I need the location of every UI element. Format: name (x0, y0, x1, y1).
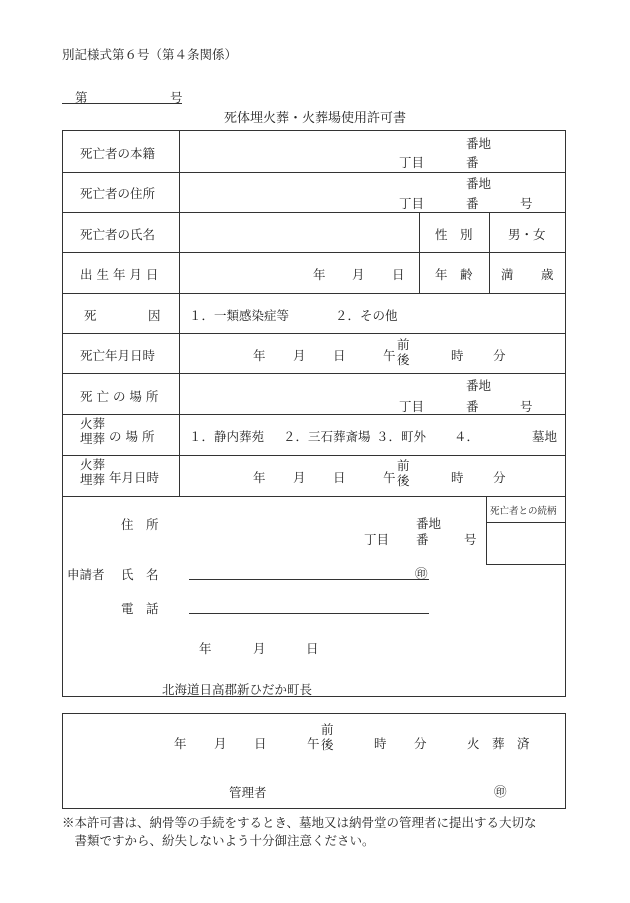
applicant-label: 申請者 (67, 567, 105, 582)
cremation-ato: 後 (321, 737, 334, 752)
issuer-name: 北海道日高郡新ひだか町長 (162, 682, 313, 697)
burial-min: 分 (493, 470, 506, 485)
burial-option-2: ２．三石葬斎場 (283, 429, 371, 444)
issue-year: 年 (199, 641, 212, 656)
burial-bochi: 墓地 (532, 429, 558, 444)
death-month: 月 (293, 348, 306, 363)
applicant-go: 号 (464, 532, 477, 547)
death-place-label: 死 亡 の 場 所 (80, 389, 159, 404)
cremation-go: 午 (307, 736, 320, 751)
burial-dt-kind (80, 457, 105, 487)
sex-value: 男・女 (508, 227, 546, 242)
honseki-banchi: 番地 (466, 136, 492, 151)
applicant-name-label: 氏 名 (121, 567, 159, 582)
burial-ato: 後 (397, 473, 410, 488)
issue-day: 日 (306, 641, 319, 656)
form-reference: 別記様式第６号（第４条関係） (62, 47, 238, 62)
burial-option-4: ４． (454, 429, 480, 444)
age-sai: 歳 (541, 267, 554, 282)
jusho-go: 号 (520, 196, 533, 211)
honseki-chome: 丁目 (399, 155, 425, 170)
shimei-label: 死亡者の氏名 (80, 227, 156, 242)
number-dai: 第 (75, 90, 88, 105)
footnote-line-2: 書類ですから、紛失しないよう十分御注意ください。 (62, 833, 375, 848)
applicant-name-line (189, 579, 429, 580)
death-hour: 時 (451, 348, 464, 363)
cause-option-1: １．一類感染症等 (189, 308, 290, 323)
birth-day: 日 (392, 267, 405, 282)
age-label: 年 齢 (435, 267, 473, 282)
applicant-address-label: 住 所 (121, 517, 159, 532)
death-am-pm (397, 337, 410, 367)
cremation-month: 月 (214, 736, 227, 751)
age-man: 満 (501, 267, 514, 282)
birth-year: 年 (313, 267, 326, 282)
burial-zen: 前 (397, 458, 410, 473)
number-go: 号 (170, 90, 183, 105)
cremation-year: 年 (174, 736, 187, 751)
birth-label: 出 生 年 月 日 (80, 267, 159, 282)
death-dt-label: 死亡年月日時 (80, 348, 156, 363)
burial-place-label: の 場 所 (109, 429, 155, 444)
honseki-label: 死亡者の本籍 (80, 146, 156, 161)
jusho-ban: 番 (466, 196, 479, 211)
cremation-box (62, 713, 566, 809)
cremation-zen: 前 (321, 722, 334, 737)
document-title: 死体埋火葬・火葬場使用許可書 (224, 111, 407, 126)
burial-dt-kind-burial: 埋葬 (80, 472, 106, 487)
issue-month: 月 (253, 641, 266, 656)
applicant-phone-label: 電 話 (121, 601, 159, 616)
burial-hour: 時 (451, 470, 464, 485)
applicant-seal: ㊞ (415, 566, 428, 581)
death-place-go: 号 (520, 399, 533, 414)
cremation-min: 分 (414, 736, 427, 751)
death-day: 日 (333, 348, 346, 363)
cremation-hour: 時 (374, 736, 387, 751)
cremation-am-pm (321, 722, 334, 752)
death-place-ban: 番 (466, 399, 479, 414)
death-zen: 前 (397, 337, 410, 352)
cremation-day: 日 (254, 736, 267, 751)
number-underline (62, 103, 182, 104)
sex-label: 性 別 (435, 227, 473, 242)
burial-option-1: １．静内葬苑 (189, 429, 265, 444)
burial-option-3: ３．町外 (376, 429, 427, 444)
manager-seal: ㊞ (494, 784, 507, 799)
cause-option-2: ２．その他 (335, 308, 398, 323)
burial-go: 午 (383, 470, 396, 485)
birth-month: 月 (352, 267, 365, 282)
death-year: 年 (253, 348, 266, 363)
applicant-phone-line (189, 613, 429, 614)
applicant-ban: 番 (416, 532, 429, 547)
honseki-ban: 番 (466, 155, 479, 170)
applicant-chome: 丁目 (364, 532, 390, 547)
burial-am-pm (397, 458, 410, 488)
cremation-done: 火 葬 済 (467, 736, 530, 751)
burial-kind (80, 416, 105, 446)
death-place-chome: 丁目 (399, 399, 425, 414)
burial-month: 月 (293, 470, 306, 485)
burial-dt-kind-cremation: 火葬 (80, 457, 106, 472)
jusho-chome: 丁目 (399, 196, 425, 211)
burial-dt-label: 年月日時 (109, 470, 160, 485)
death-ato: 後 (397, 352, 410, 367)
jusho-banchi: 番地 (466, 176, 492, 191)
burial-year: 年 (253, 470, 266, 485)
jusho-label: 死亡者の住所 (80, 186, 156, 201)
death-min: 分 (493, 348, 506, 363)
burial-kind-cremation: 火葬 (80, 416, 106, 431)
death-go: 午 (383, 348, 396, 363)
cause-label-2: 因 (148, 308, 161, 323)
burial-kind-burial: 埋葬 (80, 431, 106, 446)
relation-label: 死亡者との続柄 (490, 506, 557, 517)
burial-day: 日 (333, 470, 346, 485)
footnote-line-1: ※本許可書は、納骨等の手続をするとき、墓地又は納骨堂の管理者に提出する大切な (62, 815, 537, 830)
applicant-banchi: 番地 (416, 516, 442, 531)
death-place-banchi: 番地 (466, 378, 492, 393)
manager-label: 管理者 (229, 785, 267, 800)
cause-label-1: 死 (84, 308, 97, 323)
